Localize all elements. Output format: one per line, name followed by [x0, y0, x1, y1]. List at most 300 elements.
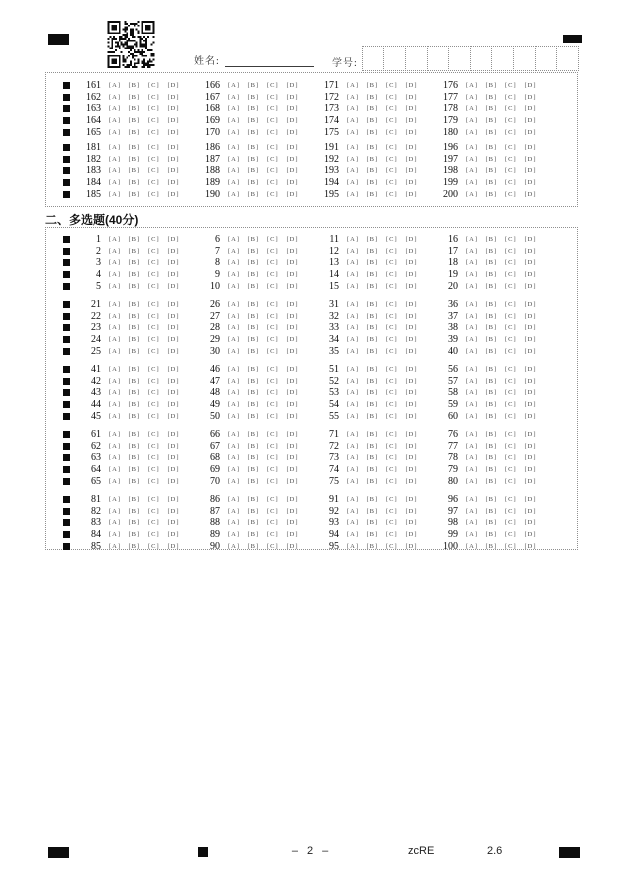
- option-bubble-a[interactable]: [A]: [466, 117, 479, 125]
- option-bubble-a[interactable]: [A]: [347, 247, 360, 255]
- option-bubble-a[interactable]: [A]: [109, 128, 122, 136]
- option-bubble-d[interactable]: [D]: [405, 347, 418, 355]
- option-bubble-a[interactable]: [A]: [466, 324, 479, 332]
- option-bubble-d[interactable]: [D]: [524, 190, 537, 198]
- option-bubble-c[interactable]: [C]: [386, 542, 398, 550]
- option-bubble-d[interactable]: [D]: [167, 454, 180, 462]
- option-bubble-a[interactable]: [A]: [228, 347, 241, 355]
- option-bubble-c[interactable]: [C]: [148, 128, 160, 136]
- option-bubble-b[interactable]: [B]: [366, 519, 379, 527]
- option-bubble-b[interactable]: [B]: [247, 301, 260, 309]
- option-bubble-c[interactable]: [C]: [386, 507, 398, 515]
- option-bubble-d[interactable]: [D]: [405, 282, 418, 290]
- option-bubble-a[interactable]: [A]: [466, 336, 479, 344]
- option-bubble-c[interactable]: [C]: [505, 401, 517, 409]
- option-bubble-a[interactable]: [A]: [109, 377, 122, 385]
- option-bubble-d[interactable]: [D]: [167, 336, 180, 344]
- option-bubble-b[interactable]: [B]: [128, 442, 141, 450]
- option-bubble-b[interactable]: [B]: [366, 236, 379, 244]
- option-bubble-d[interactable]: [D]: [524, 454, 537, 462]
- option-bubble-a[interactable]: [A]: [228, 128, 241, 136]
- option-bubble-b[interactable]: [B]: [247, 82, 260, 90]
- option-bubble-c[interactable]: [C]: [386, 324, 398, 332]
- option-bubble-b[interactable]: [B]: [485, 247, 498, 255]
- option-bubble-b[interactable]: [B]: [128, 507, 141, 515]
- option-bubble-d[interactable]: [D]: [167, 82, 180, 90]
- option-bubble-a[interactable]: [A]: [228, 530, 241, 538]
- option-bubble-b[interactable]: [B]: [247, 167, 260, 175]
- option-bubble-c[interactable]: [C]: [267, 155, 279, 163]
- option-bubble-d[interactable]: [D]: [524, 496, 537, 504]
- option-bubble-b[interactable]: [B]: [485, 259, 498, 267]
- option-bubble-b[interactable]: [B]: [128, 312, 141, 320]
- option-bubble-c[interactable]: [C]: [148, 442, 160, 450]
- option-bubble-d[interactable]: [D]: [286, 496, 299, 504]
- option-bubble-c[interactable]: [C]: [505, 389, 517, 397]
- option-bubble-a[interactable]: [A]: [109, 324, 122, 332]
- option-bubble-b[interactable]: [B]: [485, 366, 498, 374]
- option-bubble-c[interactable]: [C]: [267, 442, 279, 450]
- option-bubble-c[interactable]: [C]: [505, 259, 517, 267]
- option-bubble-d[interactable]: [D]: [167, 271, 180, 279]
- option-bubble-d[interactable]: [D]: [405, 389, 418, 397]
- option-bubble-c[interactable]: [C]: [148, 179, 160, 187]
- option-bubble-a[interactable]: [A]: [347, 301, 360, 309]
- option-bubble-d[interactable]: [D]: [167, 401, 180, 409]
- option-bubble-c[interactable]: [C]: [267, 236, 279, 244]
- option-bubble-a[interactable]: [A]: [109, 93, 122, 101]
- option-bubble-d[interactable]: [D]: [286, 507, 299, 515]
- option-bubble-c[interactable]: [C]: [267, 259, 279, 267]
- option-bubble-b[interactable]: [B]: [247, 542, 260, 550]
- option-bubble-d[interactable]: [D]: [286, 236, 299, 244]
- option-bubble-c[interactable]: [C]: [267, 401, 279, 409]
- option-bubble-a[interactable]: [A]: [347, 366, 360, 374]
- option-bubble-d[interactable]: [D]: [286, 167, 299, 175]
- option-bubble-c[interactable]: [C]: [386, 465, 398, 473]
- option-bubble-d[interactable]: [D]: [167, 247, 180, 255]
- option-bubble-c[interactable]: [C]: [386, 167, 398, 175]
- option-bubble-d[interactable]: [D]: [405, 507, 418, 515]
- option-bubble-c[interactable]: [C]: [267, 366, 279, 374]
- option-bubble-b[interactable]: [B]: [247, 507, 260, 515]
- option-bubble-d[interactable]: [D]: [286, 155, 299, 163]
- option-bubble-a[interactable]: [A]: [466, 271, 479, 279]
- option-bubble-b[interactable]: [B]: [128, 454, 141, 462]
- option-bubble-c[interactable]: [C]: [267, 454, 279, 462]
- option-bubble-b[interactable]: [B]: [128, 179, 141, 187]
- option-bubble-d[interactable]: [D]: [405, 155, 418, 163]
- option-bubble-a[interactable]: [A]: [109, 389, 122, 397]
- option-bubble-c[interactable]: [C]: [505, 377, 517, 385]
- option-bubble-d[interactable]: [D]: [405, 324, 418, 332]
- option-bubble-d[interactable]: [D]: [405, 519, 418, 527]
- option-bubble-c[interactable]: [C]: [505, 190, 517, 198]
- option-bubble-a[interactable]: [A]: [466, 301, 479, 309]
- option-bubble-d[interactable]: [D]: [405, 117, 418, 125]
- option-bubble-c[interactable]: [C]: [505, 282, 517, 290]
- option-bubble-c[interactable]: [C]: [267, 542, 279, 550]
- option-bubble-d[interactable]: [D]: [524, 507, 537, 515]
- option-bubble-d[interactable]: [D]: [167, 179, 180, 187]
- option-bubble-b[interactable]: [B]: [485, 324, 498, 332]
- option-bubble-c[interactable]: [C]: [505, 454, 517, 462]
- option-bubble-d[interactable]: [D]: [524, 236, 537, 244]
- option-bubble-c[interactable]: [C]: [505, 366, 517, 374]
- option-bubble-b[interactable]: [B]: [247, 247, 260, 255]
- option-bubble-d[interactable]: [D]: [286, 412, 299, 420]
- option-bubble-a[interactable]: [A]: [466, 128, 479, 136]
- option-bubble-b[interactable]: [B]: [128, 167, 141, 175]
- option-bubble-d[interactable]: [D]: [524, 442, 537, 450]
- option-bubble-b[interactable]: [B]: [366, 542, 379, 550]
- option-bubble-d[interactable]: [D]: [167, 282, 180, 290]
- option-bubble-a[interactable]: [A]: [109, 155, 122, 163]
- option-bubble-a[interactable]: [A]: [347, 155, 360, 163]
- option-bubble-c[interactable]: [C]: [505, 144, 517, 152]
- option-bubble-b[interactable]: [B]: [247, 155, 260, 163]
- option-bubble-a[interactable]: [A]: [466, 259, 479, 267]
- option-bubble-b[interactable]: [B]: [366, 259, 379, 267]
- student-id-cell[interactable]: [383, 46, 406, 71]
- option-bubble-b[interactable]: [B]: [247, 312, 260, 320]
- option-bubble-a[interactable]: [A]: [228, 179, 241, 187]
- option-bubble-a[interactable]: [A]: [347, 442, 360, 450]
- option-bubble-b[interactable]: [B]: [247, 442, 260, 450]
- option-bubble-b[interactable]: [B]: [366, 366, 379, 374]
- option-bubble-b[interactable]: [B]: [485, 301, 498, 309]
- option-bubble-b[interactable]: [B]: [128, 336, 141, 344]
- option-bubble-a[interactable]: [A]: [109, 431, 122, 439]
- option-bubble-d[interactable]: [D]: [405, 312, 418, 320]
- option-bubble-d[interactable]: [D]: [286, 454, 299, 462]
- option-bubble-a[interactable]: [A]: [228, 377, 241, 385]
- option-bubble-d[interactable]: [D]: [405, 259, 418, 267]
- option-bubble-b[interactable]: [B]: [247, 431, 260, 439]
- option-bubble-d[interactable]: [D]: [405, 105, 418, 113]
- option-bubble-d[interactable]: [D]: [167, 442, 180, 450]
- option-bubble-a[interactable]: [A]: [466, 366, 479, 374]
- option-bubble-c[interactable]: [C]: [386, 301, 398, 309]
- option-bubble-b[interactable]: [B]: [485, 347, 498, 355]
- option-bubble-d[interactable]: [D]: [524, 412, 537, 420]
- option-bubble-c[interactable]: [C]: [505, 312, 517, 320]
- option-bubble-a[interactable]: [A]: [347, 431, 360, 439]
- option-bubble-a[interactable]: [A]: [347, 282, 360, 290]
- option-bubble-a[interactable]: [A]: [347, 144, 360, 152]
- option-bubble-b[interactable]: [B]: [366, 282, 379, 290]
- option-bubble-a[interactable]: [A]: [466, 401, 479, 409]
- option-bubble-b[interactable]: [B]: [366, 530, 379, 538]
- option-bubble-a[interactable]: [A]: [109, 82, 122, 90]
- option-bubble-c[interactable]: [C]: [148, 271, 160, 279]
- option-bubble-b[interactable]: [B]: [247, 144, 260, 152]
- option-bubble-b[interactable]: [B]: [485, 401, 498, 409]
- option-bubble-c[interactable]: [C]: [386, 336, 398, 344]
- option-bubble-a[interactable]: [A]: [466, 93, 479, 101]
- option-bubble-c[interactable]: [C]: [267, 477, 279, 485]
- option-bubble-d[interactable]: [D]: [167, 366, 180, 374]
- option-bubble-b[interactable]: [B]: [247, 117, 260, 125]
- option-bubble-c[interactable]: [C]: [267, 271, 279, 279]
- option-bubble-b[interactable]: [B]: [128, 347, 141, 355]
- option-bubble-c[interactable]: [C]: [148, 117, 160, 125]
- option-bubble-d[interactable]: [D]: [286, 442, 299, 450]
- option-bubble-b[interactable]: [B]: [485, 412, 498, 420]
- option-bubble-a[interactable]: [A]: [228, 301, 241, 309]
- option-bubble-c[interactable]: [C]: [505, 236, 517, 244]
- option-bubble-b[interactable]: [B]: [366, 507, 379, 515]
- option-bubble-d[interactable]: [D]: [405, 271, 418, 279]
- option-bubble-a[interactable]: [A]: [347, 312, 360, 320]
- option-bubble-c[interactable]: [C]: [386, 377, 398, 385]
- option-bubble-c[interactable]: [C]: [148, 401, 160, 409]
- option-bubble-a[interactable]: [A]: [228, 155, 241, 163]
- student-id-cell[interactable]: [470, 46, 493, 71]
- option-bubble-a[interactable]: [A]: [347, 271, 360, 279]
- option-bubble-d[interactable]: [D]: [524, 530, 537, 538]
- option-bubble-a[interactable]: [A]: [109, 105, 122, 113]
- option-bubble-a[interactable]: [A]: [109, 465, 122, 473]
- option-bubble-c[interactable]: [C]: [148, 144, 160, 152]
- option-bubble-a[interactable]: [A]: [347, 105, 360, 113]
- option-bubble-d[interactable]: [D]: [524, 93, 537, 101]
- option-bubble-c[interactable]: [C]: [386, 271, 398, 279]
- option-bubble-c[interactable]: [C]: [267, 431, 279, 439]
- option-bubble-d[interactable]: [D]: [405, 366, 418, 374]
- option-bubble-a[interactable]: [A]: [466, 542, 479, 550]
- option-bubble-d[interactable]: [D]: [286, 366, 299, 374]
- option-bubble-b[interactable]: [B]: [128, 82, 141, 90]
- option-bubble-b[interactable]: [B]: [366, 347, 379, 355]
- option-bubble-d[interactable]: [D]: [524, 312, 537, 320]
- option-bubble-b[interactable]: [B]: [485, 82, 498, 90]
- option-bubble-d[interactable]: [D]: [167, 167, 180, 175]
- option-bubble-c[interactable]: [C]: [148, 542, 160, 550]
- option-bubble-a[interactable]: [A]: [109, 519, 122, 527]
- option-bubble-c[interactable]: [C]: [267, 465, 279, 473]
- option-bubble-d[interactable]: [D]: [524, 117, 537, 125]
- option-bubble-d[interactable]: [D]: [524, 144, 537, 152]
- option-bubble-b[interactable]: [B]: [247, 236, 260, 244]
- option-bubble-b[interactable]: [B]: [128, 247, 141, 255]
- option-bubble-b[interactable]: [B]: [247, 366, 260, 374]
- option-bubble-d[interactable]: [D]: [524, 519, 537, 527]
- option-bubble-b[interactable]: [B]: [366, 144, 379, 152]
- option-bubble-b[interactable]: [B]: [247, 401, 260, 409]
- option-bubble-d[interactable]: [D]: [286, 377, 299, 385]
- option-bubble-c[interactable]: [C]: [267, 93, 279, 101]
- option-bubble-a[interactable]: [A]: [228, 82, 241, 90]
- option-bubble-a[interactable]: [A]: [109, 282, 122, 290]
- option-bubble-c[interactable]: [C]: [505, 301, 517, 309]
- option-bubble-c[interactable]: [C]: [386, 282, 398, 290]
- option-bubble-b[interactable]: [B]: [366, 377, 379, 385]
- option-bubble-b[interactable]: [B]: [247, 259, 260, 267]
- option-bubble-c[interactable]: [C]: [386, 442, 398, 450]
- option-bubble-c[interactable]: [C]: [267, 312, 279, 320]
- option-bubble-c[interactable]: [C]: [386, 247, 398, 255]
- option-bubble-c[interactable]: [C]: [267, 347, 279, 355]
- option-bubble-a[interactable]: [A]: [347, 465, 360, 473]
- option-bubble-b[interactable]: [B]: [366, 128, 379, 136]
- option-bubble-d[interactable]: [D]: [286, 312, 299, 320]
- option-bubble-b[interactable]: [B]: [247, 377, 260, 385]
- option-bubble-c[interactable]: [C]: [148, 259, 160, 267]
- option-bubble-c[interactable]: [C]: [267, 117, 279, 125]
- option-bubble-d[interactable]: [D]: [405, 167, 418, 175]
- option-bubble-b[interactable]: [B]: [366, 155, 379, 163]
- option-bubble-c[interactable]: [C]: [386, 496, 398, 504]
- option-bubble-b[interactable]: [B]: [128, 282, 141, 290]
- option-bubble-a[interactable]: [A]: [347, 530, 360, 538]
- option-bubble-c[interactable]: [C]: [148, 155, 160, 163]
- option-bubble-d[interactable]: [D]: [405, 454, 418, 462]
- option-bubble-c[interactable]: [C]: [148, 247, 160, 255]
- option-bubble-a[interactable]: [A]: [466, 179, 479, 187]
- option-bubble-c[interactable]: [C]: [505, 336, 517, 344]
- option-bubble-c[interactable]: [C]: [148, 366, 160, 374]
- option-bubble-c[interactable]: [C]: [267, 282, 279, 290]
- option-bubble-b[interactable]: [B]: [128, 542, 141, 550]
- option-bubble-c[interactable]: [C]: [505, 465, 517, 473]
- option-bubble-a[interactable]: [A]: [466, 155, 479, 163]
- option-bubble-b[interactable]: [B]: [366, 465, 379, 473]
- option-bubble-d[interactable]: [D]: [167, 301, 180, 309]
- option-bubble-b[interactable]: [B]: [247, 530, 260, 538]
- option-bubble-d[interactable]: [D]: [167, 259, 180, 267]
- student-id-cell[interactable]: [448, 46, 471, 71]
- option-bubble-d[interactable]: [D]: [167, 93, 180, 101]
- option-bubble-a[interactable]: [A]: [109, 167, 122, 175]
- option-bubble-a[interactable]: [A]: [466, 454, 479, 462]
- option-bubble-c[interactable]: [C]: [386, 236, 398, 244]
- option-bubble-c[interactable]: [C]: [505, 530, 517, 538]
- option-bubble-c[interactable]: [C]: [505, 412, 517, 420]
- option-bubble-b[interactable]: [B]: [366, 82, 379, 90]
- option-bubble-a[interactable]: [A]: [347, 454, 360, 462]
- option-bubble-d[interactable]: [D]: [286, 401, 299, 409]
- option-bubble-d[interactable]: [D]: [167, 312, 180, 320]
- student-id-cell[interactable]: [535, 46, 558, 71]
- option-bubble-b[interactable]: [B]: [247, 412, 260, 420]
- option-bubble-d[interactable]: [D]: [286, 542, 299, 550]
- option-bubble-d[interactable]: [D]: [405, 530, 418, 538]
- option-bubble-d[interactable]: [D]: [167, 377, 180, 385]
- option-bubble-a[interactable]: [A]: [228, 167, 241, 175]
- option-bubble-b[interactable]: [B]: [128, 324, 141, 332]
- option-bubble-a[interactable]: [A]: [466, 442, 479, 450]
- option-bubble-b[interactable]: [B]: [485, 93, 498, 101]
- option-bubble-d[interactable]: [D]: [405, 336, 418, 344]
- option-bubble-a[interactable]: [A]: [347, 401, 360, 409]
- option-bubble-d[interactable]: [D]: [286, 282, 299, 290]
- option-bubble-d[interactable]: [D]: [524, 271, 537, 279]
- option-bubble-d[interactable]: [D]: [167, 105, 180, 113]
- option-bubble-d[interactable]: [D]: [286, 465, 299, 473]
- option-bubble-d[interactable]: [D]: [405, 542, 418, 550]
- option-bubble-d[interactable]: [D]: [524, 105, 537, 113]
- option-bubble-a[interactable]: [A]: [347, 324, 360, 332]
- option-bubble-b[interactable]: [B]: [485, 190, 498, 198]
- option-bubble-a[interactable]: [A]: [109, 347, 122, 355]
- option-bubble-b[interactable]: [B]: [247, 93, 260, 101]
- option-bubble-d[interactable]: [D]: [167, 507, 180, 515]
- option-bubble-a[interactable]: [A]: [109, 542, 122, 550]
- option-bubble-a[interactable]: [A]: [109, 507, 122, 515]
- option-bubble-d[interactable]: [D]: [524, 179, 537, 187]
- option-bubble-c[interactable]: [C]: [386, 128, 398, 136]
- option-bubble-c[interactable]: [C]: [505, 507, 517, 515]
- option-bubble-a[interactable]: [A]: [228, 259, 241, 267]
- option-bubble-d[interactable]: [D]: [167, 477, 180, 485]
- option-bubble-c[interactable]: [C]: [267, 496, 279, 504]
- option-bubble-a[interactable]: [A]: [109, 117, 122, 125]
- option-bubble-a[interactable]: [A]: [109, 442, 122, 450]
- option-bubble-b[interactable]: [B]: [247, 465, 260, 473]
- option-bubble-a[interactable]: [A]: [466, 530, 479, 538]
- option-bubble-c[interactable]: [C]: [505, 155, 517, 163]
- option-bubble-d[interactable]: [D]: [524, 542, 537, 550]
- option-bubble-a[interactable]: [A]: [347, 259, 360, 267]
- option-bubble-a[interactable]: [A]: [228, 247, 241, 255]
- option-bubble-a[interactable]: [A]: [228, 105, 241, 113]
- option-bubble-d[interactable]: [D]: [286, 336, 299, 344]
- option-bubble-c[interactable]: [C]: [505, 442, 517, 450]
- option-bubble-a[interactable]: [A]: [228, 496, 241, 504]
- option-bubble-b[interactable]: [B]: [128, 155, 141, 163]
- option-bubble-c[interactable]: [C]: [386, 105, 398, 113]
- option-bubble-d[interactable]: [D]: [286, 93, 299, 101]
- option-bubble-c[interactable]: [C]: [505, 82, 517, 90]
- student-id-cell[interactable]: [427, 46, 450, 71]
- option-bubble-d[interactable]: [D]: [524, 155, 537, 163]
- option-bubble-a[interactable]: [A]: [466, 144, 479, 152]
- option-bubble-d[interactable]: [D]: [167, 117, 180, 125]
- option-bubble-b[interactable]: [B]: [485, 431, 498, 439]
- option-bubble-a[interactable]: [A]: [109, 412, 122, 420]
- option-bubble-c[interactable]: [C]: [148, 454, 160, 462]
- option-bubble-a[interactable]: [A]: [228, 282, 241, 290]
- option-bubble-a[interactable]: [A]: [466, 431, 479, 439]
- option-bubble-c[interactable]: [C]: [267, 105, 279, 113]
- option-bubble-b[interactable]: [B]: [366, 105, 379, 113]
- option-bubble-c[interactable]: [C]: [148, 431, 160, 439]
- option-bubble-b[interactable]: [B]: [485, 155, 498, 163]
- option-bubble-a[interactable]: [A]: [347, 377, 360, 385]
- option-bubble-a[interactable]: [A]: [228, 93, 241, 101]
- option-bubble-c[interactable]: [C]: [386, 347, 398, 355]
- option-bubble-b[interactable]: [B]: [366, 190, 379, 198]
- option-bubble-d[interactable]: [D]: [286, 389, 299, 397]
- option-bubble-b[interactable]: [B]: [128, 412, 141, 420]
- option-bubble-d[interactable]: [D]: [524, 347, 537, 355]
- option-bubble-c[interactable]: [C]: [148, 236, 160, 244]
- option-bubble-b[interactable]: [B]: [366, 401, 379, 409]
- option-bubble-d[interactable]: [D]: [405, 465, 418, 473]
- option-bubble-a[interactable]: [A]: [228, 454, 241, 462]
- option-bubble-a[interactable]: [A]: [109, 496, 122, 504]
- option-bubble-c[interactable]: [C]: [386, 259, 398, 267]
- option-bubble-c[interactable]: [C]: [148, 519, 160, 527]
- option-bubble-d[interactable]: [D]: [286, 259, 299, 267]
- option-bubble-b[interactable]: [B]: [247, 347, 260, 355]
- option-bubble-b[interactable]: [B]: [366, 324, 379, 332]
- option-bubble-b[interactable]: [B]: [485, 144, 498, 152]
- option-bubble-a[interactable]: [A]: [228, 366, 241, 374]
- option-bubble-b[interactable]: [B]: [366, 496, 379, 504]
- option-bubble-d[interactable]: [D]: [524, 366, 537, 374]
